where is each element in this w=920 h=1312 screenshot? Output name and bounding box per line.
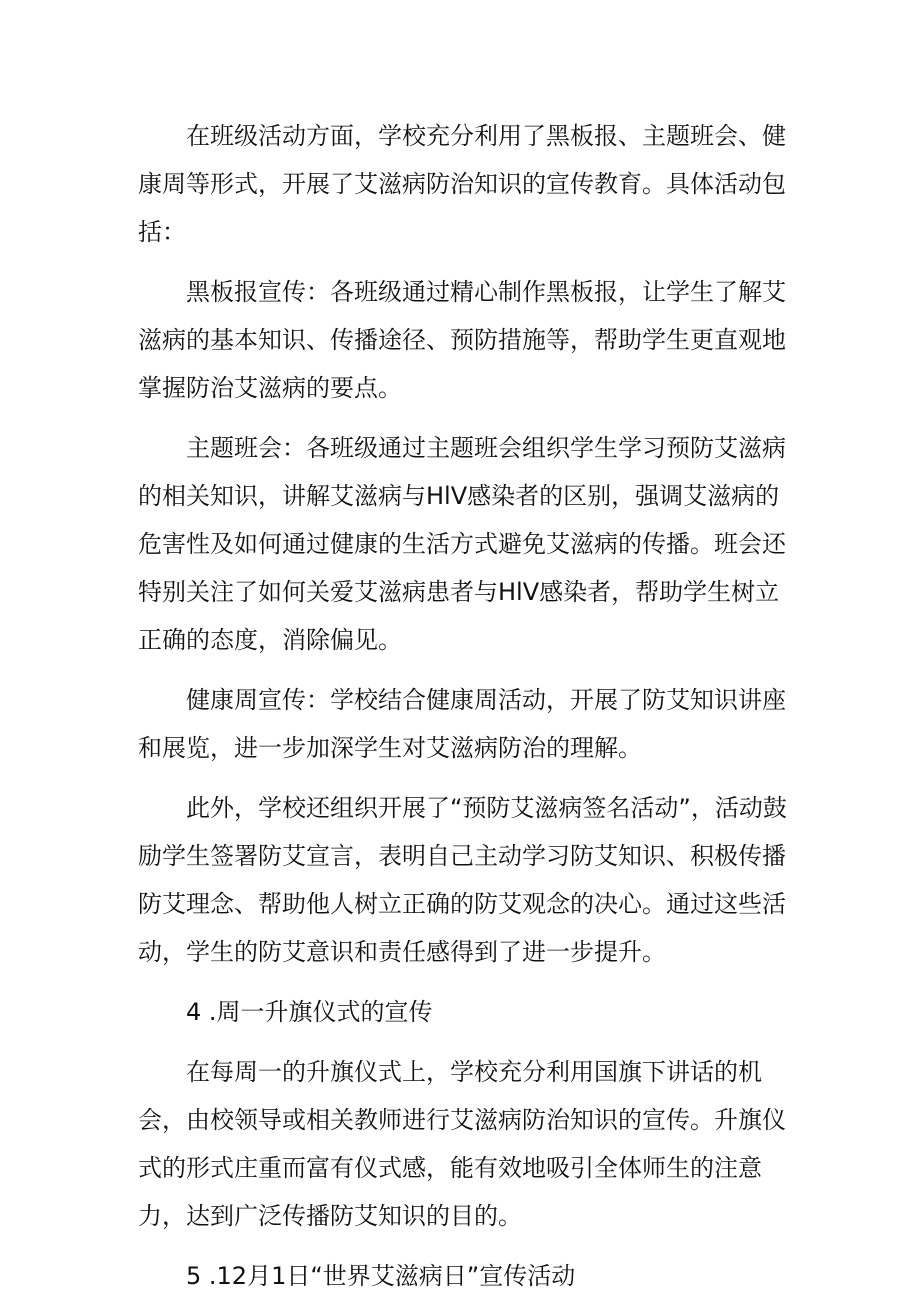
paragraph-class-activities: 在班级活动方面，学校充分利用了黑板报、主题班会、健康周等形式，开展了艾滋病防治知识的宣传教育。具体活动包括：: [138, 122, 786, 246]
paragraph-health-week: 健康周宣传：学校结合健康周活动，开展了防艾知识讲座和展览，进一步加深学生对艾滋病防治的理解。: [138, 686, 786, 762]
section-heading-world-aids-day: 5 .12月1日“世界艾滋病日”宣传活动: [186, 1262, 576, 1290]
paragraph-blackboard-publicity: 黑板报宣传：各班级通过精心制作黑板报，让学生了解艾滋病的基本知识、传播途径、预防措施等，帮助学生更直观地掌握防治艾滋病的要点。: [138, 278, 786, 402]
paragraph-theme-class-meeting: 主题班会：各班级通过主题班会组织学生学习预防艾滋病的相关知识，讲解艾滋病与HlV感染者的区别，强调艾滋病的危害性及如何通过健康的生活方式避免艾滋病的传播。班会还特别关注了如何关爱艾滋病患者与HlV感染者，帮助学生树立正确的态度，消除偏见。: [138, 434, 786, 654]
paragraph-flag-ceremony: 在每周一的升旗仪式上，学校充分利用国旗下讲话的机会，由校领导或相关教师进行艾滋病防治知识的宣传。升旗仪式的形式庄重而富有仪式感，能有效地吸引全体师生的注意力，达到广泛传播防艾知识的目的。: [138, 1058, 786, 1230]
paragraph-signature-activity: 此外，学校还组织开展了“预防艾滋病签名活动”，活动鼓励学生签署防艾宣言，表明自己主动学习防艾知识、积极传播防艾理念、帮助他人树立正确的防艾观念的决心。通过这些活动，学生的防艾意识和责任感得到了进一步提升。: [138, 794, 787, 966]
document-body: [138, 112, 798, 1312]
section-heading-flag-ceremony: 4 .周一升旗仪式的宣传: [186, 998, 433, 1026]
